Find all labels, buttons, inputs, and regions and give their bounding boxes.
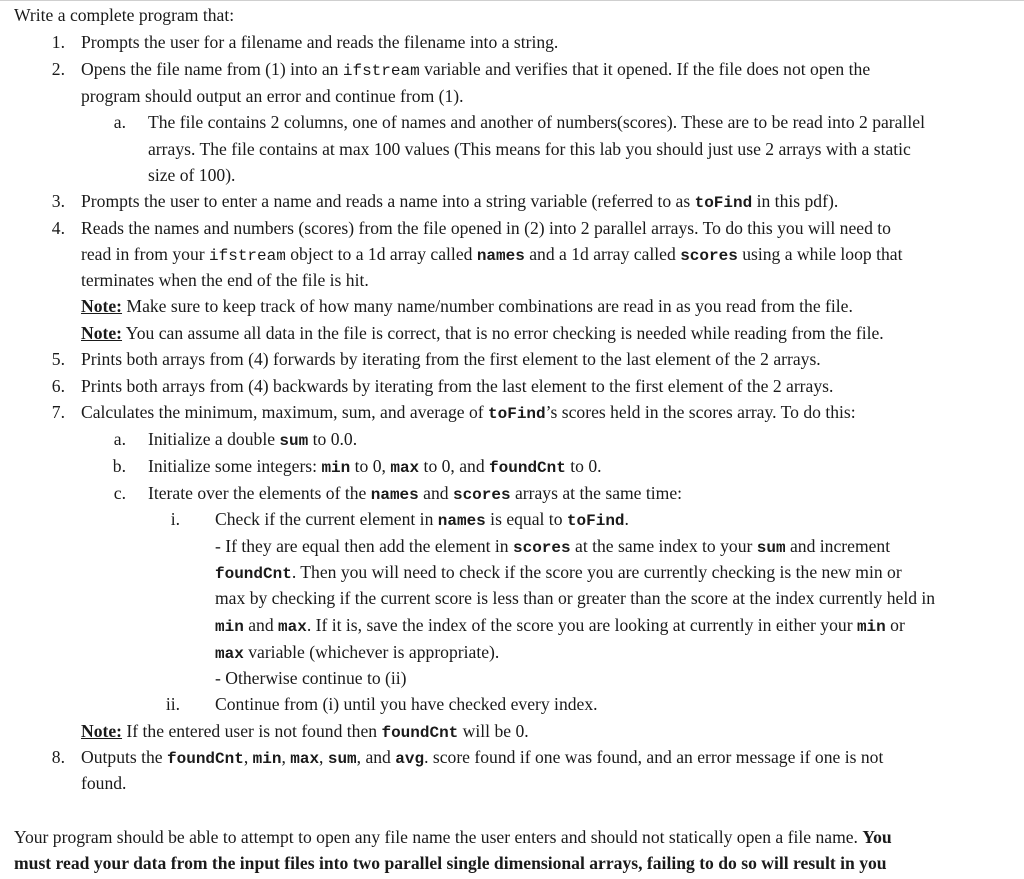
- max-code: max: [290, 750, 320, 768]
- note-track-count: [81, 294, 853, 318]
- item-3-text-a: Prompts the user to enter a name and reads a name into a string variable (referred to as: [81, 191, 695, 211]
- item-2-line-2: program should output an error and continue from (1).: [81, 86, 464, 106]
- max-code: max: [278, 618, 307, 636]
- footer-line-2: must read your data from the input files into two parallel single dimensional arrays, failing to do so will result in you: [14, 853, 887, 873]
- item-8-sep: ,: [281, 747, 291, 767]
- item-8-text-b: . score found if one was found, and an error message if one is not: [424, 747, 884, 767]
- item-7a-text: [148, 427, 357, 453]
- item-4-line-2: [81, 242, 902, 268]
- sum-code: sum: [756, 539, 786, 557]
- item-1-number: 1.: [51, 32, 65, 52]
- step-i-text-f: and increment: [785, 536, 891, 556]
- item-7c-i-line-6: [215, 640, 499, 666]
- item-7c-i-line-1: [215, 507, 629, 533]
- item-5-number: 5.: [51, 349, 65, 369]
- item-7-number: 7.: [51, 402, 65, 422]
- tofind-code: toFind: [694, 194, 753, 212]
- item-4-number: 4.: [51, 218, 65, 238]
- footer-text-a: Your program should be able to attempt to open any file name the user enters and should not statically open a file name.: [14, 827, 863, 847]
- item-2-text-b: variable and verifies that it opened. If the file does not open the: [419, 59, 871, 79]
- item-7b-text-c: to 0, and: [419, 456, 490, 476]
- scores-code: scores: [452, 486, 511, 504]
- item-8-line-1: [81, 745, 883, 771]
- note-text: Make sure to keep track of how many name/number combinations are read in as you read from the file.: [122, 296, 853, 316]
- item-8-line-2: found.: [81, 773, 127, 793]
- item-1-text: Prompts the user for a filename and reads the filename into a string.: [81, 32, 559, 52]
- item-2-text-a: Opens the file name from (1) into an: [81, 59, 343, 79]
- ifstream-code: ifstream: [342, 62, 420, 80]
- top-border: [0, 0, 1024, 1]
- step-i-text-d: - If they are equal then add the element in: [215, 536, 513, 556]
- tofind-code: toFind: [566, 512, 625, 530]
- step-i-text-e: at the same index to your: [570, 536, 757, 556]
- item-2-number: 2.: [51, 59, 65, 79]
- item-8-sep: ,: [243, 747, 253, 767]
- item-8-number: 8.: [51, 747, 65, 767]
- item-7c-ii-marker: ii.: [165, 694, 180, 714]
- item-2a-marker: a.: [113, 112, 126, 132]
- step-i-text-j: or: [885, 615, 905, 635]
- item-3-text-b: in this pdf).: [752, 191, 839, 211]
- instructions-heading: Write a complete program that:: [14, 5, 235, 25]
- item-7c-i-line-5: [215, 613, 905, 639]
- tofind-code: toFind: [488, 405, 546, 423]
- step-i-text-c: .: [624, 509, 629, 529]
- item-7b-text-b: to 0,: [350, 456, 391, 476]
- item-2a-line-3: size of 100).: [148, 165, 236, 185]
- min-code: min: [856, 618, 886, 636]
- item-3-text: [81, 189, 838, 215]
- step-i-text-g: . Then you will need to check if the score you are currently checking is the new min or: [291, 562, 902, 582]
- item-4-line-3: terminates when the end of the file is hit.: [81, 270, 369, 290]
- min-code: min: [215, 618, 244, 636]
- item-2-line-1: [81, 57, 870, 83]
- item-7c-marker: c.: [113, 483, 126, 503]
- scores-code: scores: [513, 539, 571, 557]
- item-7c-text: [148, 481, 682, 507]
- note-label: Note:: [81, 296, 123, 316]
- item-7-text-a: Calculates the minimum, maximum, sum, and average of: [81, 402, 489, 422]
- item-7c-i-line-3: [215, 560, 902, 586]
- item-7c-text-a: Iterate over the elements of the: [148, 483, 371, 503]
- step-i-text-k: variable (whichever is appropriate).: [243, 642, 500, 662]
- item-7a-marker: a.: [113, 429, 126, 449]
- item-2a-line-1: The file contains 2 columns, one of names and another of numbers(scores). These are to be read into 2 parallel: [148, 112, 925, 132]
- item-7-text-b: ’s scores held in the scores array. To do this:: [545, 402, 856, 422]
- item-4-text-d: using a while loop that: [737, 244, 903, 264]
- min-code: min: [321, 459, 351, 477]
- item-2a-line-2: arrays. The file contains at max 100 values (This means for this lab you should just use 2 arrays with a static: [148, 139, 911, 159]
- names-code: names: [437, 512, 486, 530]
- item-7c-ii-text: Continue from (i) until you have checked every index.: [215, 694, 598, 714]
- scores-code: scores: [680, 247, 738, 265]
- note-user-not-found: [81, 719, 529, 745]
- item-5-text: Prints both arrays from (4) forwards by iterating from the first element to the last element of the 2 arrays.: [81, 349, 821, 369]
- item-7b-text: [148, 454, 602, 480]
- item-3-number: 3.: [51, 191, 65, 211]
- foundcnt-code: foundCnt: [381, 724, 459, 742]
- foundcnt-code: foundCnt: [215, 565, 292, 583]
- item-7b-text-a: Initialize some integers:: [148, 456, 322, 476]
- item-4-text-c: and a 1d array called: [524, 244, 681, 264]
- item-8-text-a: Outputs the: [81, 747, 168, 767]
- names-code: names: [370, 486, 419, 504]
- note-no-error-checking: [81, 321, 884, 345]
- item-8-sep: , and: [356, 747, 396, 767]
- item-7a-text-a: Initialize a double: [148, 429, 280, 449]
- note-text-a: If the entered user is not found then: [122, 721, 382, 741]
- item-7c-text-b: and: [418, 483, 453, 503]
- ifstream-code-2: ifstream: [209, 247, 286, 265]
- item-8-sep: ,: [319, 747, 328, 767]
- item-6-text: Prints both arrays from (4) backwards by iterating from the last element to the first element of the 2 arrays.: [81, 376, 834, 396]
- item-7b-marker: b.: [112, 456, 126, 476]
- note-label: Note:: [81, 721, 123, 741]
- max-code: max: [390, 459, 420, 477]
- item-4-line-1: Reads the names and numbers (scores) from the file opened in (2) into 2 parallel arrays. To do this you will need to: [81, 218, 891, 238]
- avg-code: avg: [395, 750, 425, 768]
- names-code: names: [476, 247, 525, 265]
- sum-code: sum: [327, 750, 357, 768]
- max-code: max: [215, 645, 244, 663]
- step-i-text-b: is equal to: [485, 509, 567, 529]
- item-7-text: [81, 400, 856, 426]
- sum-code: sum: [279, 432, 309, 450]
- item-4-text-a: read in from your: [81, 244, 210, 264]
- step-i-text-i: . If it is, save the index of the score you are looking at currently in either your: [306, 615, 857, 635]
- item-7c-i-marker: i.: [170, 509, 180, 529]
- note-text: You can assume all data in the file is correct, that is no error checking is needed while reading from the file.: [122, 323, 884, 343]
- min-code: min: [252, 750, 282, 768]
- item-7c-text-c: arrays at the same time:: [510, 483, 683, 503]
- step-i-text-a: Check if the current element in: [215, 509, 438, 529]
- footer-line-1: [14, 825, 892, 849]
- note-text-b: will be 0.: [458, 721, 529, 741]
- step-i-text-h: and: [243, 615, 279, 635]
- item-7c-i-line-4: max by checking if the current score is less than or greater than the score at the index currently held in: [215, 588, 936, 608]
- foundcnt-code: foundCnt: [167, 750, 244, 768]
- item-6-number: 6.: [51, 376, 65, 396]
- foundcnt-code: foundCnt: [489, 459, 566, 477]
- item-7b-text-d: to 0.: [565, 456, 602, 476]
- item-4-text-b: object to a 1d array called: [285, 244, 477, 264]
- footer-bold-start: You: [862, 827, 892, 847]
- item-7c-i-line-2: [215, 534, 890, 560]
- note-label: Note:: [81, 323, 123, 343]
- item-7c-i-line-7: - Otherwise continue to (ii): [215, 668, 407, 688]
- item-7a-text-b: to 0.0.: [308, 429, 358, 449]
